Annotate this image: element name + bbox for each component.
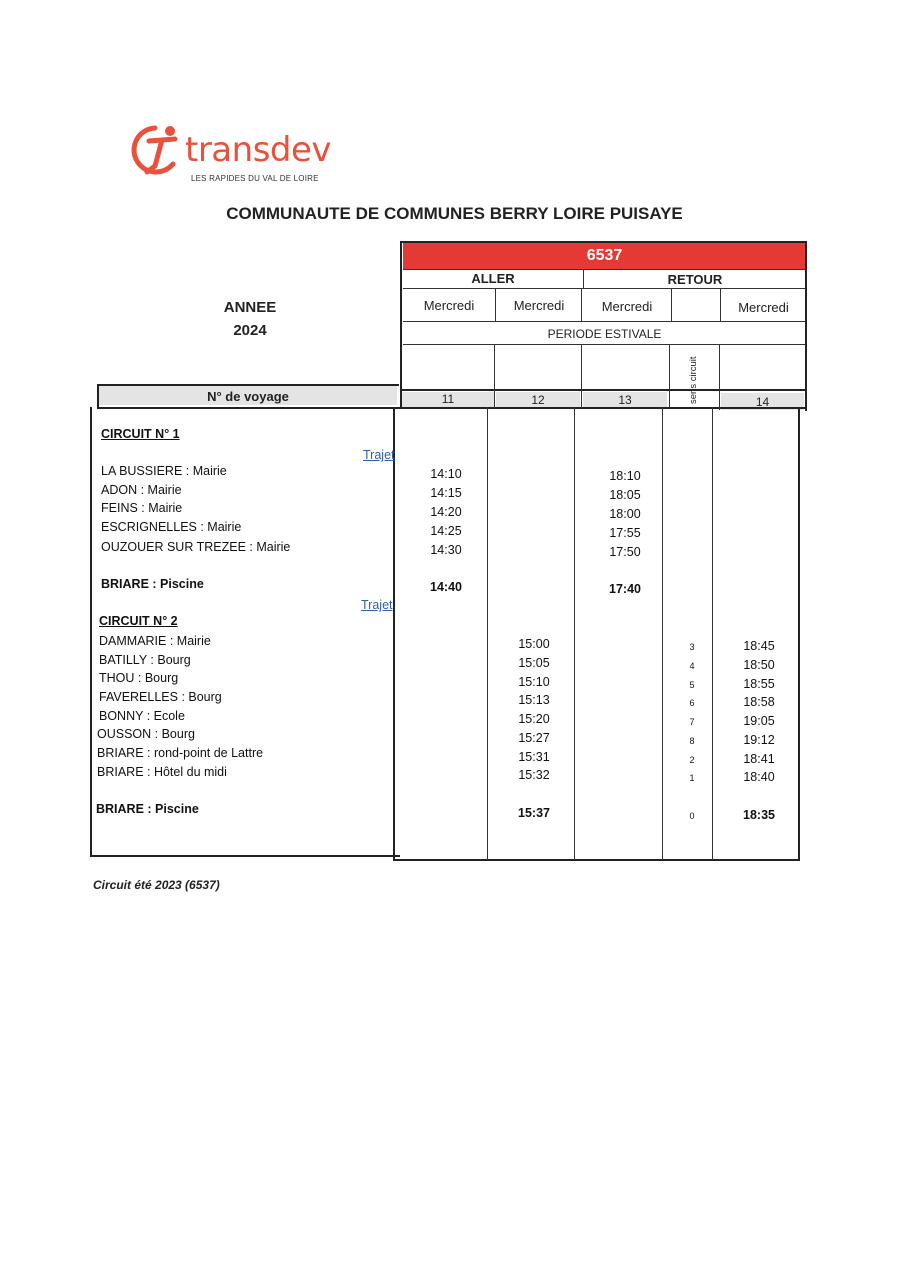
grid-line <box>393 859 799 861</box>
stop-name: OUSSON : Bourg <box>97 727 195 741</box>
grid-line <box>403 269 806 270</box>
year-value: 2024 <box>233 322 267 339</box>
order-cell: 3 <box>689 642 695 652</box>
stop-name: BRIARE : rond-point de Lattre <box>97 746 264 760</box>
time-cell: 14:20 <box>430 505 462 519</box>
stop-name: DAMMARIE : Mairie <box>99 634 211 648</box>
stop-name: ADON : Mairie <box>101 483 182 497</box>
grid-line <box>712 407 713 860</box>
day-14: Mercredi <box>738 300 789 315</box>
grid-line <box>583 269 584 289</box>
runner-icon <box>125 122 187 178</box>
time-cell: 15:32 <box>518 768 550 782</box>
order-cell: 5 <box>689 680 695 690</box>
grid-line <box>97 407 806 409</box>
grid-line <box>798 407 800 861</box>
terminus-name: BRIARE : Piscine <box>101 577 204 591</box>
line-number: 6537 <box>403 243 806 269</box>
time-cell: 18:10 <box>609 469 641 483</box>
grid-line <box>494 344 495 408</box>
grid-line <box>402 241 807 243</box>
time-cell: 18:05 <box>609 488 641 502</box>
grid-line <box>403 288 806 289</box>
grid-line <box>487 407 488 860</box>
voyage-12: 12 <box>531 393 545 407</box>
circuit-2-title: CIRCUIT N° 2 <box>99 614 178 628</box>
order-cell: 8 <box>689 736 695 746</box>
time-cell: 15:00 <box>518 637 550 651</box>
retour-label: RETOUR <box>667 272 723 287</box>
time-cell: 19:12 <box>743 733 775 747</box>
time-cell: 14:25 <box>430 524 462 538</box>
time-cell: 18:50 <box>743 658 775 672</box>
grid-line <box>90 407 92 857</box>
grid-line <box>400 241 402 409</box>
year-label: ANNEE <box>223 299 277 316</box>
time-cell: 14:10 <box>430 467 462 481</box>
grid-line <box>90 855 400 857</box>
order-cell: 6 <box>689 698 695 708</box>
time-cell: 17:40 <box>609 582 641 596</box>
stop-name: THOU : Bourg <box>99 671 179 685</box>
voyage-label: N° de voyage <box>207 389 289 404</box>
stop-name: BATILLY : Bourg <box>99 653 191 667</box>
order-cell: 0 <box>689 811 695 821</box>
page-title: COMMUNAUTE DE COMMUNES BERRY LOIRE PUISAYE <box>226 204 683 223</box>
grid-line <box>393 407 395 860</box>
circuit-1-trajet-link[interactable]: Trajet <box>363 448 395 462</box>
time-cell: 15:31 <box>518 750 550 764</box>
stop-name: FEINS : Mairie <box>101 501 183 515</box>
grid-line <box>581 344 582 408</box>
order-cell: 1 <box>689 773 695 783</box>
time-cell: 18:58 <box>743 695 775 709</box>
day-11: Mercredi <box>423 298 475 313</box>
grid-line <box>805 241 807 411</box>
grid-line <box>403 321 806 322</box>
stop-name: BRIARE : Hôtel du midi <box>97 765 227 779</box>
grid-line <box>495 288 496 321</box>
time-cell: 15:20 <box>518 712 550 726</box>
order-cell: 7 <box>689 717 695 727</box>
time-cell: 15:13 <box>518 693 550 707</box>
sens-circuit-label: sens circuit <box>688 356 699 404</box>
stop-name: FAVERELLES : Bourg <box>99 690 222 704</box>
time-cell: 17:55 <box>609 526 641 540</box>
order-cell: 2 <box>689 755 695 765</box>
time-cell: 15:37 <box>518 806 550 820</box>
grid-line <box>403 344 806 345</box>
grid-line <box>97 384 99 408</box>
stop-name: OUZOUER SUR TREZEE : Mairie <box>101 540 291 554</box>
stop-name: LA BUSSIERE : Mairie <box>101 464 227 478</box>
grid-line <box>574 407 575 860</box>
time-cell: 15:10 <box>518 675 550 689</box>
stop-name: ESCRIGNELLES : Mairie <box>101 520 242 534</box>
voyage-11: 11 <box>441 392 455 406</box>
grid-line <box>97 384 399 386</box>
day-12: Mercredi <box>513 298 565 313</box>
time-cell: 14:30 <box>430 543 462 557</box>
grid-line <box>720 288 721 321</box>
grid-line <box>669 344 670 408</box>
grid-line <box>581 288 582 321</box>
order-cell: 4 <box>689 661 695 671</box>
grid-line <box>671 288 672 321</box>
time-cell: 18:35 <box>743 808 775 822</box>
footnote: Circuit été 2023 (6537) <box>93 878 220 892</box>
day-13: Mercredi <box>601 299 653 314</box>
time-cell: 18:41 <box>743 752 775 766</box>
time-cell: 14:40 <box>430 580 462 594</box>
time-cell: 19:05 <box>743 714 775 728</box>
time-cell: 18:00 <box>609 507 641 521</box>
stop-name: BONNY : Ecole <box>99 709 185 723</box>
time-cell: 18:40 <box>743 770 775 784</box>
transdev-logo <box>125 122 345 188</box>
voyage-14: 14 <box>755 395 770 409</box>
circuit-2-trajet-link[interactable]: Trajet <box>361 598 393 612</box>
time-cell: 14:15 <box>430 486 462 500</box>
circuit-1-title: CIRCUIT N° 1 <box>101 427 180 441</box>
voyage-13: 13 <box>618 393 632 407</box>
time-cell: 15:27 <box>518 731 550 745</box>
terminus-name: BRIARE : Piscine <box>96 802 199 816</box>
grid-line <box>719 344 720 410</box>
brand-tagline: LES RAPIDES DU VAL DE LOIRE <box>191 174 319 183</box>
time-cell: 18:45 <box>743 639 775 653</box>
grid-line <box>401 389 806 391</box>
aller-label: ALLER <box>471 271 515 286</box>
periode-label: PERIODE ESTIVALE <box>547 327 662 341</box>
brand-name: transdev <box>185 130 332 170</box>
time-cell: 17:50 <box>609 545 641 559</box>
time-cell: 18:55 <box>743 677 775 691</box>
time-cell: 15:05 <box>518 656 550 670</box>
